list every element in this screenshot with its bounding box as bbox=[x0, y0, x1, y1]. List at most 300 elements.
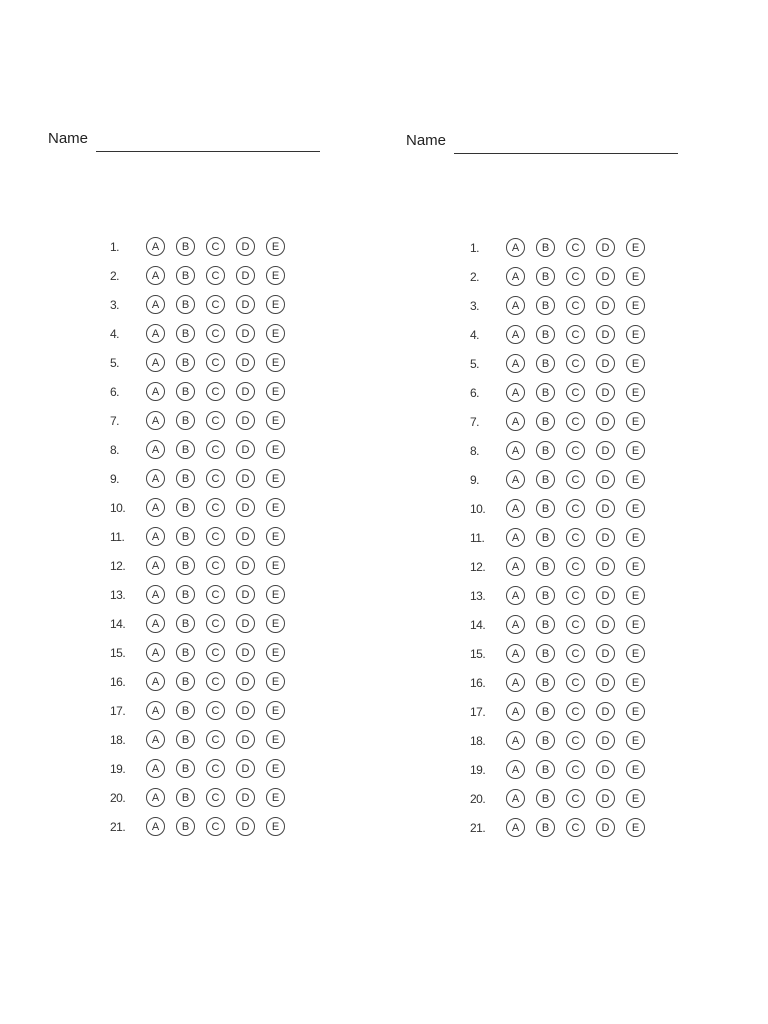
answer-bubble-a[interactable]: A bbox=[146, 382, 165, 401]
question-number: 2. bbox=[470, 269, 480, 284]
answer-bubble-e[interactable]: E bbox=[266, 266, 285, 285]
answer-bubble-a[interactable]: A bbox=[146, 498, 165, 517]
answer-bubble-b[interactable]: B bbox=[176, 614, 195, 633]
answer-bubble-e[interactable]: E bbox=[266, 295, 285, 314]
answer-bubble-e[interactable]: E bbox=[266, 701, 285, 720]
name-label: Name bbox=[406, 132, 447, 149]
answer-bubble-d[interactable]: D bbox=[596, 470, 615, 489]
question-number: 14. bbox=[110, 616, 126, 631]
answer-bubble-c[interactable]: C bbox=[206, 295, 225, 314]
answer-bubble-c[interactable]: C bbox=[566, 325, 585, 344]
question-number: 4. bbox=[110, 326, 120, 341]
name-field-row bbox=[406, 132, 678, 150]
question-number: 16. bbox=[470, 675, 486, 690]
answer-row bbox=[106, 464, 285, 493]
answer-bubble-b[interactable]: B bbox=[536, 528, 555, 547]
answer-row bbox=[466, 378, 645, 407]
answer-bubble-d[interactable]: D bbox=[596, 673, 615, 692]
answer-bubble-c[interactable]: C bbox=[206, 440, 225, 459]
answer-bubble-d[interactable]: D bbox=[236, 556, 255, 575]
answer-bubble-e[interactable]: E bbox=[626, 644, 645, 663]
answer-bubble-e[interactable]: E bbox=[626, 586, 645, 605]
answer-bubble-a[interactable]: A bbox=[146, 353, 165, 372]
answer-bubble-b[interactable]: B bbox=[176, 324, 195, 343]
answer-bubble-d[interactable]: D bbox=[236, 324, 255, 343]
answer-bubble-b[interactable]: B bbox=[536, 354, 555, 373]
answer-bubble-d[interactable]: D bbox=[236, 237, 255, 256]
answer-bubble-a[interactable]: A bbox=[506, 673, 525, 692]
answer-bubble-d[interactable]: D bbox=[236, 788, 255, 807]
answer-bubble-a[interactable]: A bbox=[146, 295, 165, 314]
answer-bubble-c[interactable]: C bbox=[206, 324, 225, 343]
answer-bubble-a[interactable]: A bbox=[146, 411, 165, 430]
answer-bubble-b[interactable]: B bbox=[176, 411, 195, 430]
answer-bubble-c[interactable]: C bbox=[206, 759, 225, 778]
answer-bubble-b[interactable]: B bbox=[176, 585, 195, 604]
answer-bubble-c[interactable]: C bbox=[566, 354, 585, 373]
answer-row bbox=[106, 667, 285, 696]
answer-bubble-d[interactable]: D bbox=[596, 586, 615, 605]
answer-bubble-d[interactable]: D bbox=[236, 527, 255, 546]
answer-bubble-c[interactable]: C bbox=[206, 643, 225, 662]
answer-bubble-d[interactable]: D bbox=[236, 759, 255, 778]
answer-bubble-c[interactable]: C bbox=[206, 469, 225, 488]
answer-bubble-a[interactable]: A bbox=[146, 585, 165, 604]
answer-bubble-e[interactable]: E bbox=[626, 296, 645, 315]
answer-bubble-b[interactable]: B bbox=[536, 702, 555, 721]
answer-bubble-e[interactable]: E bbox=[266, 411, 285, 430]
answer-bubble-a[interactable]: A bbox=[506, 470, 525, 489]
answer-bubble-a[interactable]: A bbox=[506, 586, 525, 605]
answer-bubble-b[interactable]: B bbox=[536, 412, 555, 431]
name-label: Name bbox=[48, 130, 89, 147]
answer-bubble-c[interactable]: C bbox=[566, 296, 585, 315]
answer-bubble-a[interactable]: A bbox=[146, 614, 165, 633]
answer-bubble-d[interactable]: D bbox=[236, 672, 255, 691]
answer-row bbox=[466, 349, 645, 378]
answer-bubble-b[interactable]: B bbox=[536, 789, 555, 808]
answer-bubble-e[interactable]: E bbox=[266, 469, 285, 488]
answer-bubble-b[interactable]: B bbox=[536, 383, 555, 402]
answer-row bbox=[466, 407, 645, 436]
answer-bubble-d[interactable]: D bbox=[236, 411, 255, 430]
answer-bubble-d[interactable]: D bbox=[236, 614, 255, 633]
answer-bubble-e[interactable]: E bbox=[266, 527, 285, 546]
answer-bubble-d[interactable]: D bbox=[236, 295, 255, 314]
question-number: 1. bbox=[470, 240, 480, 255]
answer-bubble-b[interactable]: B bbox=[536, 731, 555, 750]
question-number: 7. bbox=[110, 413, 120, 428]
answer-bubble-c[interactable]: C bbox=[566, 702, 585, 721]
answer-row bbox=[466, 320, 645, 349]
question-number: 15. bbox=[110, 645, 126, 660]
answer-bubble-e[interactable]: E bbox=[626, 557, 645, 576]
answer-row bbox=[466, 697, 645, 726]
answer-bubble-a[interactable]: A bbox=[506, 499, 525, 518]
answer-row bbox=[106, 406, 285, 435]
answer-row bbox=[106, 232, 285, 261]
answer-row bbox=[106, 609, 285, 638]
answer-bubble-d[interactable]: D bbox=[596, 499, 615, 518]
answer-bubble-a[interactable]: A bbox=[506, 296, 525, 315]
answer-bubble-d[interactable]: D bbox=[596, 528, 615, 547]
answer-row bbox=[106, 812, 285, 841]
answer-bubble-c[interactable]: C bbox=[206, 585, 225, 604]
question-number: 21. bbox=[470, 820, 486, 835]
question-number: 16. bbox=[110, 674, 126, 689]
answer-bubble-b[interactable]: B bbox=[176, 759, 195, 778]
answer-bubble-e[interactable]: E bbox=[626, 325, 645, 344]
answer-bubble-e[interactable]: E bbox=[626, 731, 645, 750]
answer-bubble-c[interactable]: C bbox=[566, 644, 585, 663]
answer-bubble-d[interactable]: D bbox=[596, 238, 615, 257]
answer-bubble-d[interactable]: D bbox=[596, 644, 615, 663]
answer-bubble-d[interactable]: D bbox=[236, 585, 255, 604]
answer-bubble-c[interactable]: C bbox=[566, 673, 585, 692]
answer-bubble-c[interactable]: C bbox=[566, 731, 585, 750]
answer-bubble-a[interactable]: A bbox=[146, 643, 165, 662]
answer-bubble-d[interactable]: D bbox=[596, 702, 615, 721]
answer-row bbox=[466, 755, 645, 784]
answer-bubble-c[interactable]: C bbox=[566, 789, 585, 808]
question-number: 9. bbox=[470, 472, 480, 487]
answer-bubble-d[interactable]: D bbox=[596, 760, 615, 779]
question-number: 7. bbox=[470, 414, 480, 429]
answer-bubble-e[interactable]: E bbox=[626, 412, 645, 431]
answer-bubble-b[interactable]: B bbox=[176, 237, 195, 256]
answer-row bbox=[106, 435, 285, 464]
answer-bubble-d[interactable]: D bbox=[236, 701, 255, 720]
answer-row bbox=[106, 551, 285, 580]
answer-bubble-b[interactable]: B bbox=[536, 586, 555, 605]
answer-bubble-c[interactable]: C bbox=[206, 237, 225, 256]
answer-sheet-right bbox=[358, 0, 742, 1024]
answer-bubble-a[interactable]: A bbox=[506, 528, 525, 547]
answer-bubble-c[interactable]: C bbox=[566, 528, 585, 547]
answer-row bbox=[466, 291, 645, 320]
answer-bubble-e[interactable]: E bbox=[266, 440, 285, 459]
question-number: 20. bbox=[110, 790, 126, 805]
answer-bubble-d[interactable]: D bbox=[236, 353, 255, 372]
answer-bubble-e[interactable]: E bbox=[626, 789, 645, 808]
answer-row bbox=[106, 725, 285, 754]
answer-bubble-a[interactable]: A bbox=[506, 267, 525, 286]
answer-bubble-d[interactable]: D bbox=[596, 383, 615, 402]
answer-bubble-d[interactable]: D bbox=[596, 789, 615, 808]
question-number: 4. bbox=[470, 327, 480, 342]
answer-row bbox=[106, 493, 285, 522]
question-number: 19. bbox=[110, 761, 126, 776]
answer-bubble-c[interactable]: C bbox=[206, 498, 225, 517]
answer-row bbox=[106, 348, 285, 377]
answer-bubble-a[interactable]: A bbox=[506, 789, 525, 808]
answer-bubble-b[interactable]: B bbox=[536, 441, 555, 460]
question-number: 3. bbox=[470, 298, 480, 313]
question-number: 17. bbox=[110, 703, 126, 718]
answer-bubble-b[interactable]: B bbox=[536, 818, 555, 837]
answer-bubble-c[interactable]: C bbox=[206, 672, 225, 691]
question-number: 8. bbox=[470, 443, 480, 458]
answer-bubble-a[interactable]: A bbox=[146, 237, 165, 256]
answer-bubble-e[interactable]: E bbox=[266, 730, 285, 749]
answer-bubble-a[interactable]: A bbox=[146, 469, 165, 488]
answer-row bbox=[466, 233, 645, 262]
answer-bubble-b[interactable]: B bbox=[176, 527, 195, 546]
answer-bubble-c[interactable]: C bbox=[206, 614, 225, 633]
answer-bubble-c[interactable]: C bbox=[566, 383, 585, 402]
answer-row bbox=[466, 552, 645, 581]
question-number: 18. bbox=[470, 733, 486, 748]
answer-bubble-c[interactable]: C bbox=[566, 412, 585, 431]
answer-row bbox=[466, 639, 645, 668]
answer-bubble-b[interactable]: B bbox=[536, 499, 555, 518]
answer-row bbox=[466, 262, 645, 291]
answer-bubble-e[interactable]: E bbox=[626, 673, 645, 692]
answer-bubble-a[interactable]: A bbox=[146, 324, 165, 343]
answer-bubble-e[interactable]: E bbox=[266, 643, 285, 662]
answer-bubble-e[interactable]: E bbox=[266, 382, 285, 401]
answer-bubble-a[interactable]: A bbox=[506, 412, 525, 431]
answer-bubble-a[interactable]: A bbox=[506, 818, 525, 837]
answer-bubble-a[interactable]: A bbox=[146, 527, 165, 546]
question-number: 3. bbox=[110, 297, 120, 312]
answer-row bbox=[466, 494, 645, 523]
answer-bubble-b[interactable]: B bbox=[536, 470, 555, 489]
question-number: 1. bbox=[110, 239, 120, 254]
answer-bubble-d[interactable]: D bbox=[596, 557, 615, 576]
answer-bubble-a[interactable]: A bbox=[506, 644, 525, 663]
answer-bubble-b[interactable]: B bbox=[536, 238, 555, 257]
answer-bubble-e[interactable]: E bbox=[626, 528, 645, 547]
answer-bubble-e[interactable]: E bbox=[626, 818, 645, 837]
answer-bubble-b[interactable]: B bbox=[536, 557, 555, 576]
answer-bubble-c[interactable]: C bbox=[566, 760, 585, 779]
answer-bubble-d[interactable]: D bbox=[236, 730, 255, 749]
answer-bubble-a[interactable]: A bbox=[506, 383, 525, 402]
answer-bubble-a[interactable]: A bbox=[506, 325, 525, 344]
answer-bubble-b[interactable]: B bbox=[176, 817, 195, 836]
answer-bubble-b[interactable]: B bbox=[536, 615, 555, 634]
answer-bubble-b[interactable]: B bbox=[176, 266, 195, 285]
answer-bubble-a[interactable]: A bbox=[506, 441, 525, 460]
question-number: 18. bbox=[110, 732, 126, 747]
answer-bubble-d[interactable]: D bbox=[596, 441, 615, 460]
answer-bubble-e[interactable]: E bbox=[266, 498, 285, 517]
answer-bubble-c[interactable]: C bbox=[566, 615, 585, 634]
answer-bubble-b[interactable]: B bbox=[176, 788, 195, 807]
answer-bubble-c[interactable]: C bbox=[206, 788, 225, 807]
answer-bubble-c[interactable]: C bbox=[566, 267, 585, 286]
answer-bubble-d[interactable]: D bbox=[596, 818, 615, 837]
answer-row bbox=[106, 783, 285, 812]
answer-bubble-b[interactable]: B bbox=[176, 556, 195, 575]
answer-bubble-d[interactable]: D bbox=[236, 498, 255, 517]
question-number: 9. bbox=[110, 471, 120, 486]
question-number: 2. bbox=[110, 268, 120, 283]
answer-bubble-a[interactable]: A bbox=[146, 759, 165, 778]
answer-bubble-c[interactable]: C bbox=[206, 353, 225, 372]
answer-bubble-b[interactable]: B bbox=[176, 730, 195, 749]
answer-bubble-a[interactable]: A bbox=[146, 672, 165, 691]
answer-bubble-a[interactable]: A bbox=[506, 354, 525, 373]
question-number: 5. bbox=[110, 355, 120, 370]
answer-row bbox=[466, 610, 645, 639]
answer-bubble-e[interactable]: E bbox=[266, 324, 285, 343]
answer-row bbox=[106, 319, 285, 348]
answer-bubble-d[interactable]: D bbox=[236, 643, 255, 662]
question-number: 12. bbox=[470, 559, 486, 574]
answer-row bbox=[466, 784, 645, 813]
question-number: 13. bbox=[470, 588, 486, 603]
question-number: 11. bbox=[110, 529, 125, 544]
answer-bubble-a[interactable]: A bbox=[506, 731, 525, 750]
answer-bubble-c[interactable]: C bbox=[566, 441, 585, 460]
answer-bubble-e[interactable]: E bbox=[266, 353, 285, 372]
answer-row bbox=[106, 754, 285, 783]
question-number: 13. bbox=[110, 587, 126, 602]
answer-row bbox=[466, 581, 645, 610]
answer-bubble-e[interactable]: E bbox=[626, 615, 645, 634]
answer-row bbox=[466, 523, 645, 552]
answer-bubble-d[interactable]: D bbox=[236, 817, 255, 836]
answer-grid bbox=[106, 232, 285, 834]
answer-bubble-e[interactable]: E bbox=[266, 556, 285, 575]
answer-bubble-c[interactable]: C bbox=[566, 557, 585, 576]
question-number: 8. bbox=[110, 442, 120, 457]
question-number: 5. bbox=[470, 356, 480, 371]
answer-bubble-d[interactable]: D bbox=[596, 731, 615, 750]
answer-bubble-d[interactable]: D bbox=[596, 267, 615, 286]
answer-bubble-c[interactable]: C bbox=[206, 266, 225, 285]
question-number: 20. bbox=[470, 791, 486, 806]
question-number: 12. bbox=[110, 558, 126, 573]
answer-bubble-a[interactable]: A bbox=[146, 266, 165, 285]
answer-bubble-b[interactable]: B bbox=[176, 469, 195, 488]
answer-row bbox=[106, 377, 285, 406]
question-number: 17. bbox=[470, 704, 486, 719]
answer-bubble-e[interactable]: E bbox=[626, 441, 645, 460]
answer-bubble-a[interactable]: A bbox=[146, 788, 165, 807]
answer-bubble-c[interactable]: C bbox=[206, 382, 225, 401]
answer-bubble-d[interactable]: D bbox=[596, 615, 615, 634]
answer-bubble-b[interactable]: B bbox=[176, 440, 195, 459]
answer-bubble-b[interactable]: B bbox=[536, 760, 555, 779]
answer-bubble-d[interactable]: D bbox=[596, 325, 615, 344]
answer-bubble-d[interactable]: D bbox=[236, 266, 255, 285]
answer-row bbox=[106, 522, 285, 551]
question-number: 10. bbox=[110, 500, 126, 515]
answer-bubble-a[interactable]: A bbox=[506, 702, 525, 721]
answer-bubble-b[interactable]: B bbox=[176, 701, 195, 720]
answer-bubble-c[interactable]: C bbox=[566, 470, 585, 489]
answer-bubble-b[interactable]: B bbox=[176, 643, 195, 662]
answer-bubble-c[interactable]: C bbox=[566, 818, 585, 837]
answer-bubble-e[interactable]: E bbox=[266, 788, 285, 807]
answer-bubble-c[interactable]: C bbox=[206, 701, 225, 720]
answer-bubble-b[interactable]: B bbox=[536, 644, 555, 663]
answer-bubble-b[interactable]: B bbox=[536, 673, 555, 692]
question-number: 21. bbox=[110, 819, 126, 834]
answer-bubble-e[interactable]: E bbox=[626, 702, 645, 721]
answer-bubble-d[interactable]: D bbox=[596, 412, 615, 431]
answer-bubble-a[interactable]: A bbox=[146, 730, 165, 749]
answer-bubble-a[interactable]: A bbox=[146, 556, 165, 575]
answer-bubble-e[interactable]: E bbox=[626, 354, 645, 373]
answer-bubble-e[interactable]: E bbox=[266, 759, 285, 778]
answer-row bbox=[466, 813, 645, 842]
answer-bubble-c[interactable]: C bbox=[206, 730, 225, 749]
answer-bubble-c[interactable]: C bbox=[566, 499, 585, 518]
answer-bubble-d[interactable]: D bbox=[596, 296, 615, 315]
answer-bubble-c[interactable]: C bbox=[206, 527, 225, 546]
answer-bubble-e[interactable]: E bbox=[626, 383, 645, 402]
answer-bubble-a[interactable]: A bbox=[146, 701, 165, 720]
answer-bubble-e[interactable]: E bbox=[266, 585, 285, 604]
answer-bubble-b[interactable]: B bbox=[176, 498, 195, 517]
answer-bubble-e[interactable]: E bbox=[626, 760, 645, 779]
answer-bubble-e[interactable]: E bbox=[266, 614, 285, 633]
answer-row bbox=[106, 696, 285, 725]
question-number: 6. bbox=[110, 384, 120, 399]
answer-bubble-b[interactable]: B bbox=[176, 382, 195, 401]
answer-bubble-a[interactable]: A bbox=[506, 760, 525, 779]
answer-bubble-d[interactable]: D bbox=[236, 469, 255, 488]
answer-bubble-d[interactable]: D bbox=[236, 440, 255, 459]
answer-row bbox=[106, 290, 285, 319]
answer-bubble-e[interactable]: E bbox=[266, 672, 285, 691]
question-number: 15. bbox=[470, 646, 486, 661]
answer-bubble-b[interactable]: B bbox=[536, 267, 555, 286]
answer-bubble-b[interactable]: B bbox=[176, 295, 195, 314]
name-field-row bbox=[48, 130, 320, 148]
answer-bubble-e[interactable]: E bbox=[266, 237, 285, 256]
answer-row bbox=[466, 465, 645, 494]
answer-bubble-c[interactable]: C bbox=[566, 586, 585, 605]
answer-row bbox=[106, 261, 285, 290]
answer-bubble-b[interactable]: B bbox=[536, 296, 555, 315]
answer-bubble-c[interactable]: C bbox=[566, 238, 585, 257]
question-number: 19. bbox=[470, 762, 486, 777]
answer-bubble-d[interactable]: D bbox=[596, 354, 615, 373]
answer-grid bbox=[466, 233, 645, 835]
answer-bubble-c[interactable]: C bbox=[206, 817, 225, 836]
question-number: 11. bbox=[470, 530, 485, 545]
answer-bubble-a[interactable]: A bbox=[506, 615, 525, 634]
answer-bubble-e[interactable]: E bbox=[626, 499, 645, 518]
answer-bubble-a[interactable]: A bbox=[146, 817, 165, 836]
answer-bubble-b[interactable]: B bbox=[176, 672, 195, 691]
answer-bubble-d[interactable]: D bbox=[236, 382, 255, 401]
answer-bubble-e[interactable]: E bbox=[266, 817, 285, 836]
answer-bubble-a[interactable]: A bbox=[506, 238, 525, 257]
answer-bubble-e[interactable]: E bbox=[626, 238, 645, 257]
question-number: 14. bbox=[470, 617, 486, 632]
answer-bubble-c[interactable]: C bbox=[206, 556, 225, 575]
answer-bubble-a[interactable]: A bbox=[146, 440, 165, 459]
name-input-line[interactable] bbox=[454, 153, 678, 154]
answer-bubble-c[interactable]: C bbox=[206, 411, 225, 430]
answer-row bbox=[466, 668, 645, 697]
answer-bubble-e[interactable]: E bbox=[626, 267, 645, 286]
answer-bubble-b[interactable]: B bbox=[176, 353, 195, 372]
answer-bubble-e[interactable]: E bbox=[626, 470, 645, 489]
answer-bubble-a[interactable]: A bbox=[506, 557, 525, 576]
name-input-line[interactable] bbox=[96, 151, 320, 152]
answer-row bbox=[466, 436, 645, 465]
answer-bubble-b[interactable]: B bbox=[536, 325, 555, 344]
answer-row bbox=[466, 726, 645, 755]
question-number: 6. bbox=[470, 385, 480, 400]
